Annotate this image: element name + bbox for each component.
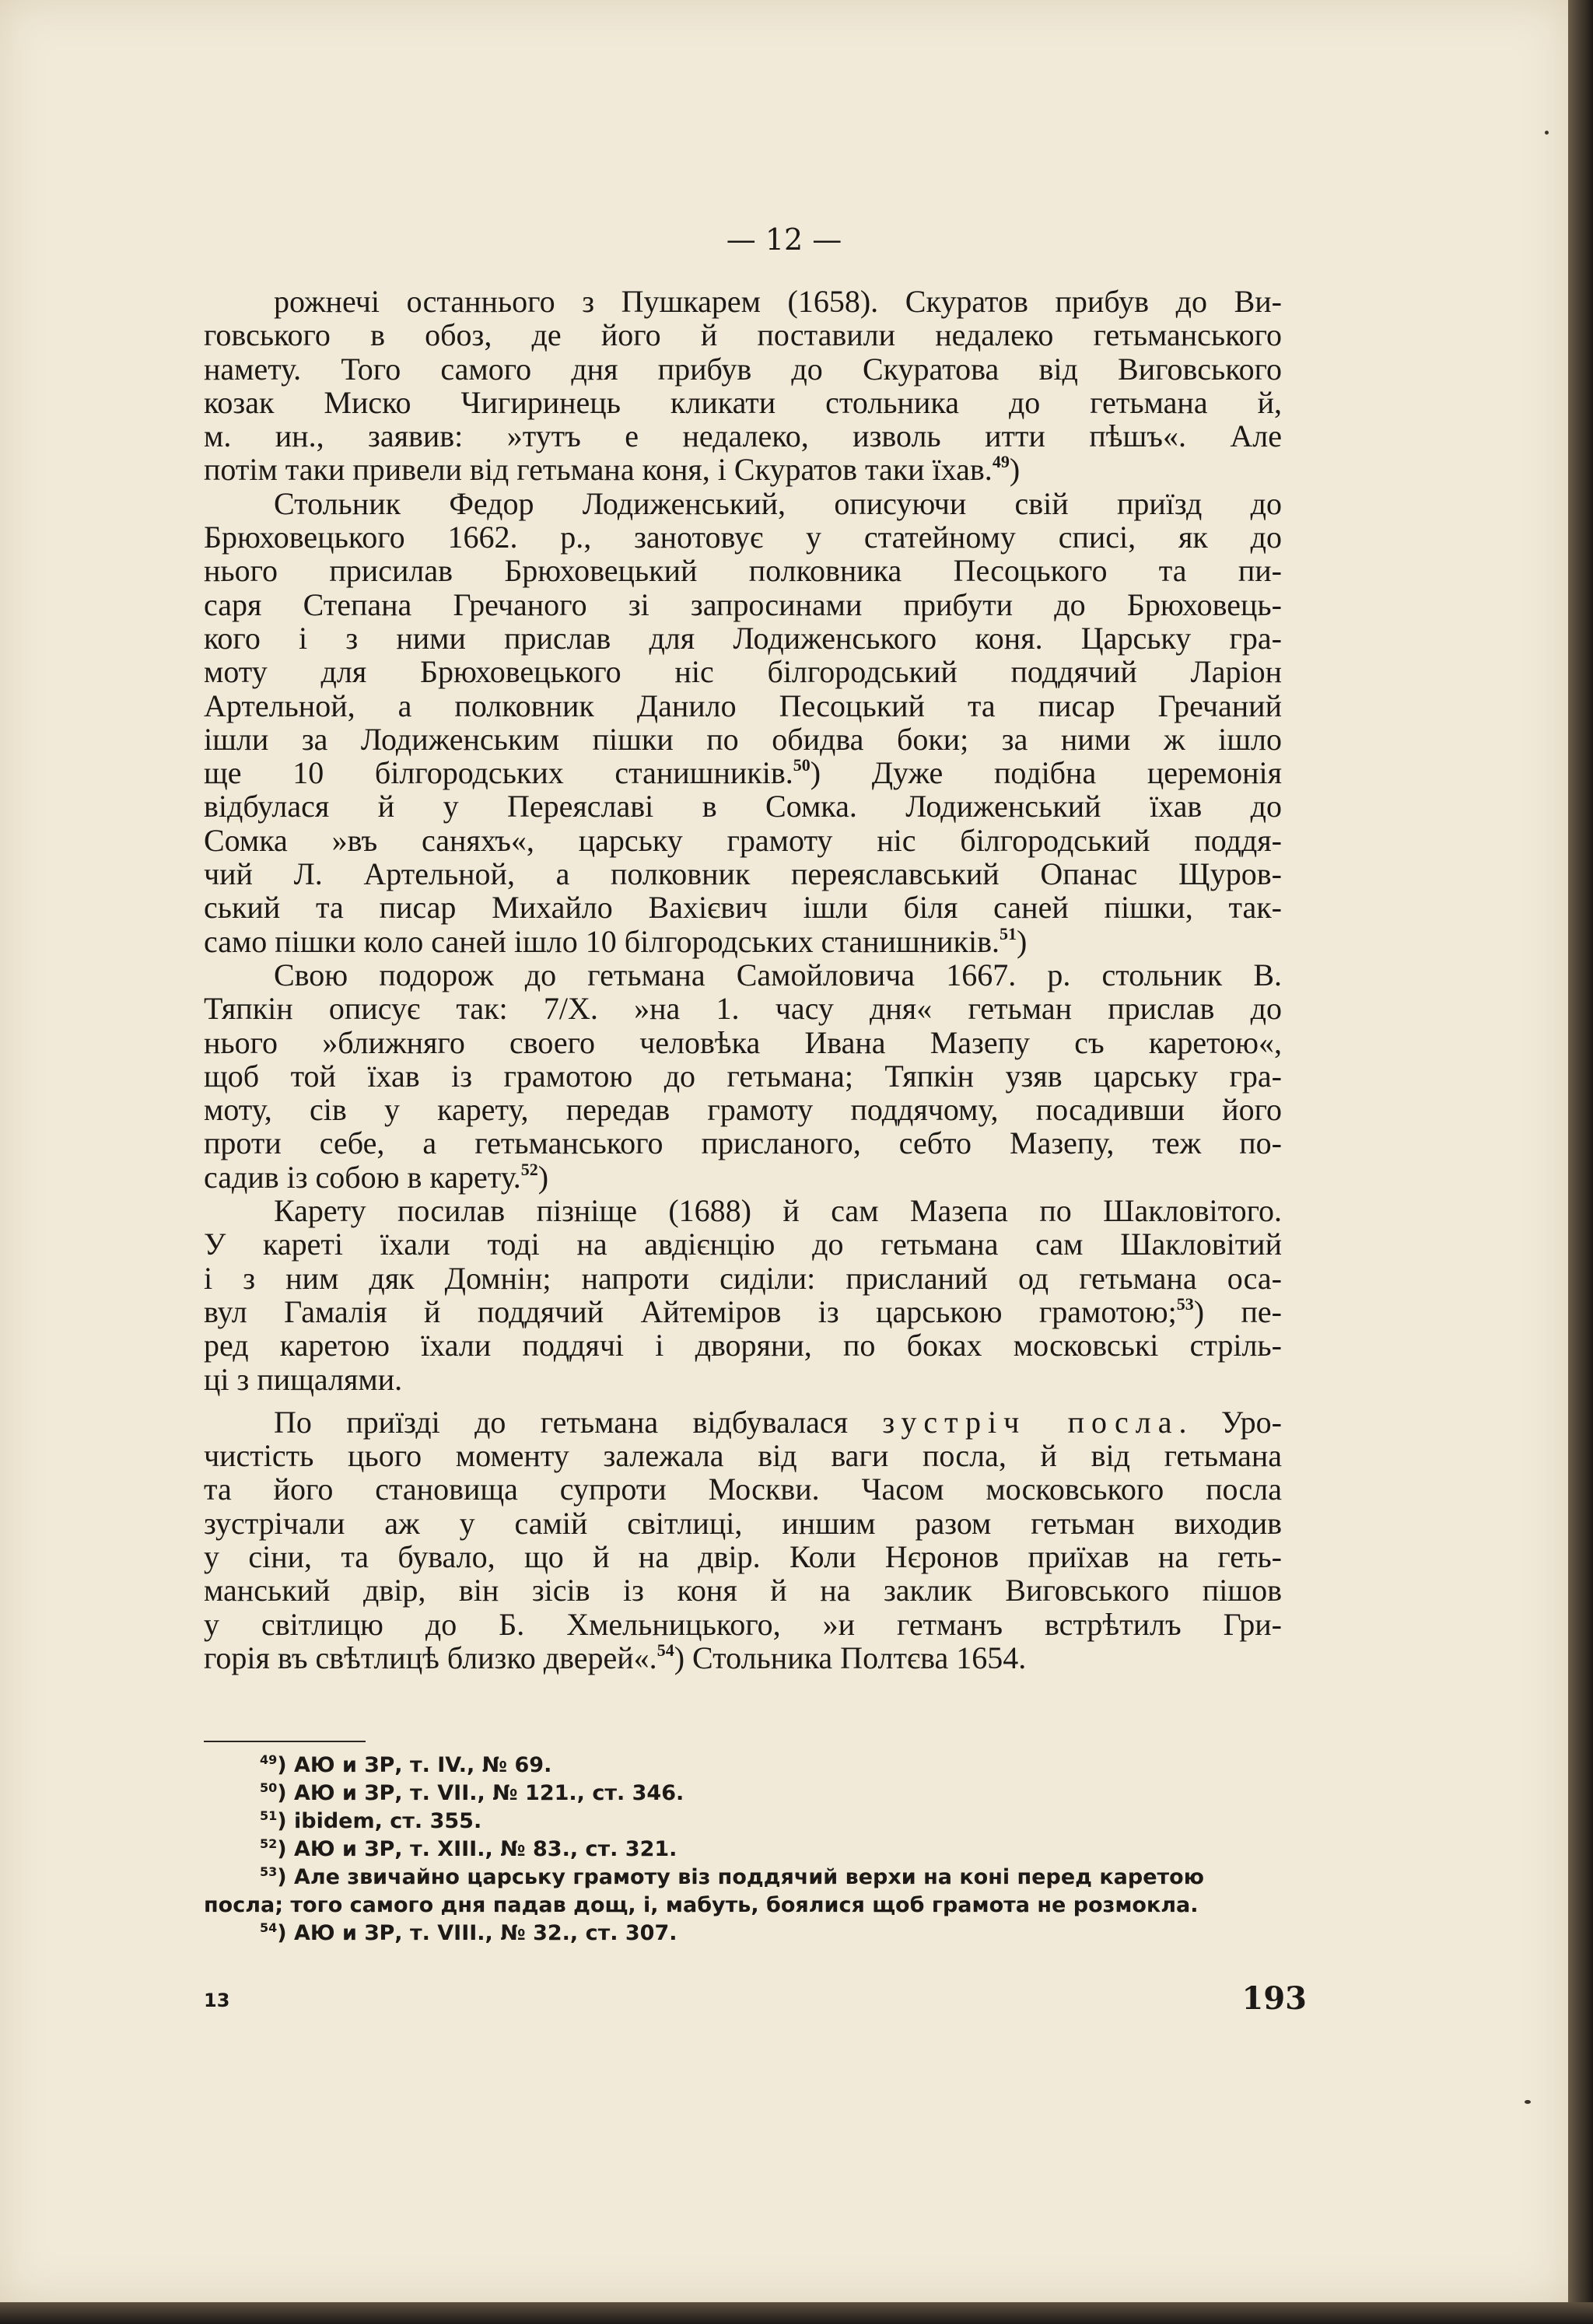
spaced-emphasis: зустріч посла: [882, 1404, 1179, 1440]
text-line: [204, 1363, 1282, 1396]
text-run: ) Стольника Полтєва 1654.: [674, 1640, 1027, 1675]
text-run: ред каретою їхали поддячі і дворяни, по боках московські стріль-: [204, 1328, 1282, 1363]
paragraph: [204, 1194, 1282, 1396]
footnote-text: Але звичайно царську грамоту віз поддячий верхи на коні перед каретою: [294, 1865, 1204, 1889]
text-run: . Уро-: [1178, 1404, 1283, 1440]
text-run: нього »ближняго своего человѣка Ивана Мазепу съ каретою«,: [204, 1024, 1282, 1060]
text-line: [204, 554, 1282, 587]
text-run: рожнечі останнього з Пушкарем (1658). Скуратов прибув до Ви-: [274, 284, 1282, 319]
text-run: моту, сів у карету, передав грамоту поддячому, посадивши його: [204, 1092, 1282, 1128]
text-run: Брюховецького 1662. р., занотовує у статейному списі, як до: [204, 520, 1282, 555]
text-run: кого і з ними прислав для Лодиженського коня. Царську гра-: [204, 620, 1282, 656]
text-line: [204, 621, 1282, 655]
footnote-paren: ): [277, 1837, 295, 1861]
footnotes: [204, 1752, 1282, 1948]
text-run: потім таки привели від гетьмана коня, і Скуратов таки їхав.: [204, 452, 993, 488]
text-line: [204, 824, 1282, 857]
text-line: [204, 1126, 1282, 1160]
paragraph: [204, 958, 1282, 1194]
text-run: зустрічали аж у самій світлиці, иншим разом гетьман виходив: [204, 1505, 1282, 1541]
footnote: [204, 1808, 1282, 1836]
text-run: манський двір, він зісів із коня й на заклик Виговського пішов: [204, 1573, 1282, 1608]
text-line: [204, 1262, 1282, 1295]
footnote-ref: 50: [793, 755, 811, 775]
text-run: проти себе, а гетьманського присланого, себто Мазепу, теж по-: [204, 1125, 1282, 1161]
footnote-number: 50: [260, 1780, 278, 1795]
text-line: [204, 588, 1282, 621]
running-header: — 12 —: [726, 222, 842, 257]
footnote-text: посла; того самого дня падав дощ, і, мабуть, боялися щоб грамота не розмокла.: [204, 1893, 1199, 1917]
footnote-rule: [204, 1741, 366, 1742]
footnote-ref: 54: [656, 1640, 674, 1660]
text-line: [204, 958, 1282, 992]
text-line: [204, 1608, 1282, 1641]
text-line: [204, 285, 1282, 318]
footnote: [204, 1892, 1282, 1920]
text-line: [204, 1405, 1282, 1439]
page-number: 193: [1241, 1980, 1307, 2017]
text-line: [204, 419, 1282, 453]
footnote-text: АЮ и ЗР, т. VIII., № 32., ст. 307.: [294, 1921, 677, 1945]
text-run: У кареті їхали тоді на авдієнцію до гетьмана сам Шакловітий: [204, 1227, 1282, 1262]
text-run: козак Миско Чигиринець кликати стольника до гетьмана й,: [204, 384, 1282, 420]
text-run: нього присилав Брюховецький полковника Песоцького та пи-: [204, 553, 1282, 589]
text-line: [204, 1227, 1282, 1261]
text-run: ішли за Лодиженським пішки по обидва боки; за ними ж ішло: [204, 721, 1282, 757]
text-run: Свою подорож до гетьмана Самойловича 1667. р. стольник В.: [274, 957, 1282, 992]
text-line: [204, 1328, 1282, 1362]
text-run: Стольник Федор Лодиженський, описуючи свій приїзд до: [274, 485, 1282, 521]
text-run: та його становища супроти Москви. Часом московського посла: [204, 1472, 1282, 1507]
text-line: [204, 1160, 1282, 1194]
footnote-paren: ): [277, 1865, 295, 1889]
text-line: [204, 1472, 1282, 1506]
footnote: [204, 1836, 1282, 1864]
text-line: [204, 1641, 1282, 1675]
text-run: чий Л. Артельной, а полковник переяславський Опанас Щуров-: [204, 856, 1282, 892]
footnote-paren: ): [277, 1809, 295, 1833]
footnote-text: ibidem, ст. 355.: [294, 1809, 482, 1833]
text-line: [204, 352, 1282, 386]
footnote-paren: ): [277, 1753, 295, 1777]
text-run: ) Дуже подібна церемонія: [810, 755, 1282, 791]
footnote-ref: 52: [520, 1159, 538, 1179]
footnote-text: АЮ и ЗР, т. IV., № 69.: [294, 1753, 552, 1777]
text-run: Карету посилав пізніще (1688) й сам Мазепа по Шакловітого.: [274, 1193, 1282, 1229]
footnote-number: 49: [260, 1752, 278, 1767]
scan-edge-bottom: [0, 2302, 1593, 2324]
footnote-paren: ): [277, 1781, 295, 1805]
text-run: ): [1016, 923, 1028, 959]
footnote: [204, 1920, 1282, 1948]
footnote-number: 54: [260, 1920, 278, 1935]
text-line: [204, 1093, 1282, 1126]
text-line: [204, 1540, 1282, 1573]
scan-edge-right: [1568, 0, 1593, 2324]
text-run: По приїзді до гетьмана відбувалася: [274, 1404, 883, 1440]
text-run: і з ним дяк Домнін; напроти сиділи: присланий од гетьмана оса-: [204, 1260, 1282, 1296]
footnote-paren: ): [277, 1921, 295, 1945]
paragraph: [204, 285, 1282, 487]
text-line: [204, 857, 1282, 891]
footnote-ref: 51: [999, 923, 1017, 943]
text-run: ський та писар Михайло Вахієвич ішли біля саней пішки, так-: [204, 890, 1282, 926]
text-line: [204, 925, 1282, 958]
text-run: горія въ свѣтлицѣ близко дверей«.: [204, 1640, 657, 1675]
text-run: ): [1009, 452, 1021, 488]
text-line: [204, 655, 1282, 688]
text-line: [204, 520, 1282, 554]
text-run: само пішки коло саней ішло 10 білгородських станишників.: [204, 923, 1000, 959]
text-line: [204, 1026, 1282, 1059]
body-text: [204, 285, 1282, 1675]
footnote-number: 53: [260, 1864, 278, 1879]
text-line: [204, 1573, 1282, 1607]
footnote-ref: 53: [1176, 1293, 1194, 1314]
text-line: [204, 756, 1282, 789]
footnote: [204, 1864, 1282, 1892]
text-line: [204, 1059, 1282, 1093]
text-run: відбулася й у Переяславі в Сомка. Лодиженський їхав до: [204, 789, 1282, 824]
text-line: [204, 1439, 1282, 1472]
text-run: Тяпкін описує так: 7/Х. »на 1. часу дня« гетьман прислав до: [204, 991, 1282, 1027]
text-run: чистість цього моменту залежала від ваги посла, й від гетьмана: [204, 1438, 1282, 1474]
text-line: [204, 1507, 1282, 1540]
paper-speck: [1525, 2100, 1531, 2104]
signature-mark: 13: [204, 1990, 230, 2011]
footnote-number: 51: [260, 1808, 278, 1823]
text-line: [204, 1295, 1282, 1328]
text-line: [204, 386, 1282, 419]
text-run: у світлицю до Б. Хмельницького, »и гетманъ встрѣтилъ Гри-: [204, 1606, 1282, 1642]
footnote: [204, 1752, 1282, 1780]
text-line: [204, 487, 1282, 520]
footnote-text: АЮ и ЗР, т. VII., № 121., ст. 346.: [294, 1781, 684, 1805]
text-run: ще 10 білгородських станишників.: [204, 755, 793, 791]
text-line: [204, 453, 1282, 486]
footnote-ref: 49: [992, 452, 1010, 472]
text-line: [204, 992, 1282, 1025]
paper-speck: [1545, 131, 1549, 135]
text-run: намету. Того самого дня прибув до Скуратова від Виговського: [204, 351, 1282, 387]
text-run: Сомка »въ саняхъ«, царську грамоту ніс білгородський поддя-: [204, 822, 1282, 858]
footnote-text: АЮ и ЗР, т. XIII., № 83., ст. 321.: [294, 1837, 677, 1861]
text-run: садив із собою в карету.: [204, 1159, 521, 1195]
text-run: ) пе-: [1193, 1293, 1282, 1329]
text-run: ): [537, 1159, 549, 1195]
text-run: у сіни, та бувало, що й на двір. Коли Нєронов приїхав на геть-: [204, 1538, 1282, 1574]
paragraph: [204, 1405, 1282, 1675]
text-run: вул Гамалія й поддячий Айтеміров із царською грамотою;: [204, 1293, 1177, 1329]
text-run: м. ин., заявив: »тутъ е недалеко, изволь итти пѣшъ«. Але: [204, 418, 1282, 454]
footnote-number: 52: [260, 1836, 278, 1851]
text-line: [204, 318, 1282, 352]
footnote: [204, 1780, 1282, 1808]
text-run: Артельной, а полковник Данило Песоцький та писар Гречаний: [204, 688, 1282, 723]
text-line: [204, 891, 1282, 924]
text-line: [204, 1194, 1282, 1227]
paragraph: [204, 487, 1282, 958]
text-line: [204, 723, 1282, 756]
text-run: ці з пищалями.: [204, 1361, 403, 1397]
text-run: моту для Брюховецького ніс білгородський поддячий Ларіон: [204, 654, 1282, 690]
text-run: щоб той їхав із грамотою до гетьмана; Тяпкін узяв царську гра-: [204, 1058, 1282, 1094]
text-run: говського в обоз, де його й поставили недалеко гетьманського: [204, 317, 1282, 353]
text-line: [204, 789, 1282, 823]
text-line: [204, 689, 1282, 723]
text-run: саря Степана Гречаного зі запросинами прибути до Брюховець-: [204, 586, 1282, 622]
